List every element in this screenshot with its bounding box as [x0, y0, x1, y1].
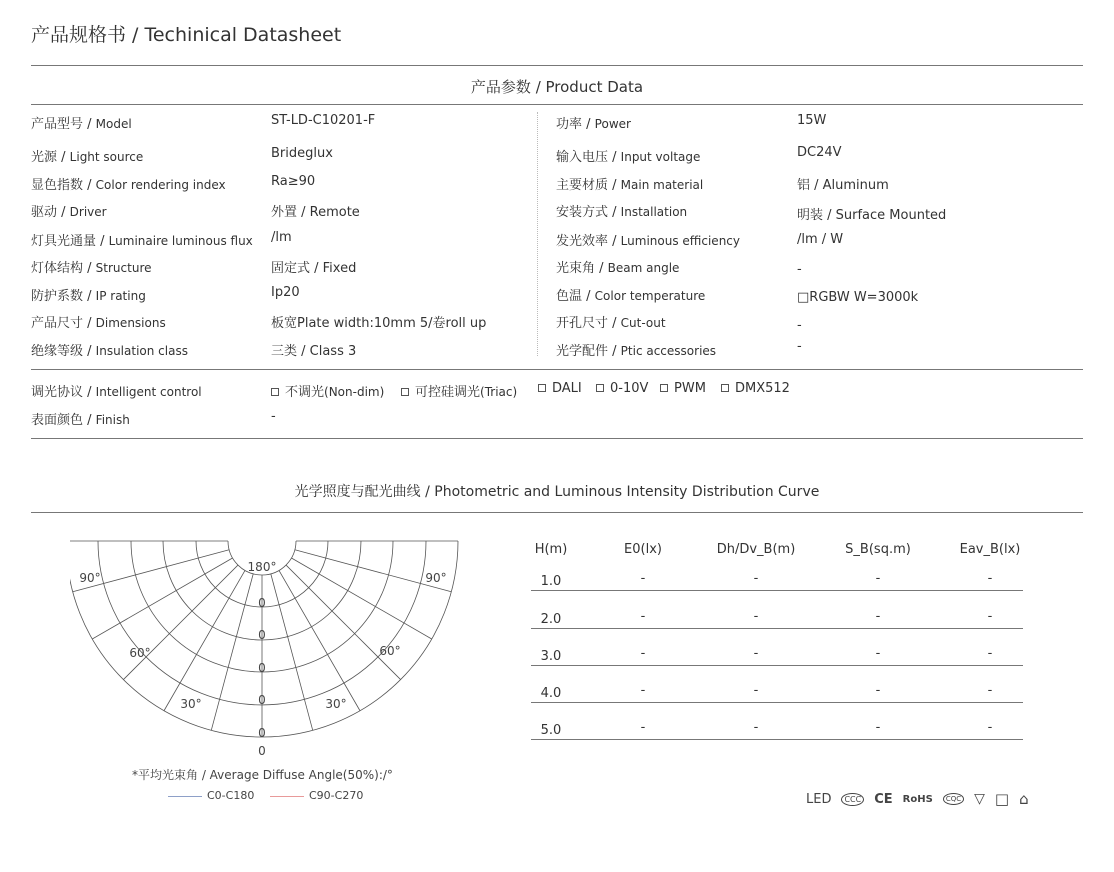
param-label: 防护系数 / IP rating — [31, 289, 146, 304]
table-cell: 4.0 — [540, 686, 562, 701]
divider — [31, 512, 1083, 513]
divider — [31, 104, 1083, 105]
checkbox-icon[interactable] — [271, 388, 279, 396]
param-label: 安装方式 / Installation — [556, 205, 688, 220]
table-cell: 5.0 — [540, 723, 562, 738]
control-label-en: Intelligent control — [95, 385, 202, 399]
cqc-icon: CQC — [943, 793, 964, 805]
table-cell: - — [875, 720, 881, 735]
section-title-product-data: 产品参数 / Product Data — [470, 78, 644, 96]
param-label-cn: 产品型号 — [31, 117, 84, 132]
param-label-cn: 灯体结构 — [31, 261, 84, 276]
table-row-divider — [531, 739, 1023, 740]
param-label: 色温 / Color temperature — [556, 289, 706, 304]
param-value: 固定式 / Fixed — [271, 261, 357, 276]
polar-spoke — [279, 570, 360, 710]
table-cell: - — [875, 609, 881, 624]
control-option-en: 0-10V — [610, 381, 649, 396]
finish-label-cn: 表面颜色 — [31, 413, 84, 428]
param-label-en: Installation — [620, 205, 688, 219]
table-cell: - — [753, 720, 759, 735]
control-label-cn: 调光协议 — [31, 385, 84, 400]
finish-label: 表面颜色 / Finish — [31, 413, 130, 428]
table-cell: - — [753, 683, 759, 698]
param-label: 产品型号 / Model — [31, 117, 132, 132]
legend-item — [270, 789, 363, 802]
legend-item — [168, 789, 254, 802]
table-header: E0(lx) — [624, 542, 662, 557]
polar-angle-label: 90° — [425, 571, 447, 585]
param-value: 铝 / Aluminum — [797, 178, 889, 193]
beam-angle-note: *平均光束角 / Average Diffuse Angle(50%):/° — [132, 768, 393, 782]
param-label: 光学配件 / Ptic accessories — [556, 344, 717, 359]
param-label-cn: 光源 — [31, 150, 58, 165]
table-header: H(m) — [534, 542, 568, 557]
polar-spoke — [123, 565, 238, 680]
page-title: 产品规格书 / Techinical Datasheet — [31, 24, 342, 46]
param-value: 明装 / Surface Mounted — [797, 208, 947, 223]
table-row-divider — [531, 628, 1023, 629]
polar-scale-label: 0 — [258, 628, 266, 642]
divider — [31, 65, 1083, 66]
control-option[interactable] — [660, 381, 706, 396]
control-option[interactable] — [721, 381, 790, 396]
checkbox-icon[interactable] — [721, 384, 729, 392]
polar-spoke — [286, 565, 401, 680]
param-label: 光源 / Light source — [31, 150, 144, 165]
param-value: Brideglux — [271, 146, 333, 161]
param-value: Ip20 — [271, 285, 300, 300]
led-mark: LED — [806, 791, 832, 807]
param-label-cn: 开孔尺寸 — [556, 316, 609, 331]
polar-top-label: 180° — [247, 560, 277, 574]
table-cell: - — [753, 646, 759, 661]
param-label-en: Input voltage — [620, 150, 701, 164]
divider — [31, 438, 1083, 439]
param-label-en: Dimensions — [95, 316, 166, 330]
indoor-icon: ⌂ — [1019, 790, 1029, 808]
param-label-cn: 输入电压 — [556, 150, 609, 165]
param-label-cn: 防护系数 — [31, 289, 84, 304]
triangle-icon: ▽ — [974, 791, 985, 807]
param-label-cn: 绝缘等级 — [31, 344, 84, 359]
control-label: 调光协议 / Intelligent control — [31, 385, 202, 400]
table-cell: 3.0 — [540, 649, 562, 664]
polar-scale-label: 0 — [258, 693, 266, 707]
param-label: 灯体结构 / Structure — [31, 261, 152, 276]
class2-icon: □ — [994, 790, 1010, 808]
table-cell: - — [875, 646, 881, 661]
table-header: S_B(sq.m) — [845, 542, 911, 557]
param-value: - — [797, 339, 802, 354]
table-cell: - — [875, 683, 881, 698]
table-cell: - — [640, 571, 646, 586]
param-label-cn: 色温 — [556, 289, 583, 304]
table-cell: 1.0 — [540, 574, 562, 589]
table-cell: - — [987, 609, 993, 624]
param-label: 显色指数 / Color rendering index — [31, 178, 226, 193]
table-cell: - — [987, 646, 993, 661]
param-label: 产品尺寸 / Dimensions — [31, 316, 166, 331]
param-value: ST-LD-C10201-F — [271, 113, 376, 128]
checkbox-icon[interactable] — [401, 388, 409, 396]
table-header: Eav_B(lx) — [959, 542, 1021, 557]
param-label-en: Color temperature — [594, 289, 706, 303]
param-label: 发光效率 / Luminous efficiency — [556, 234, 740, 249]
checkbox-icon[interactable] — [538, 384, 546, 392]
param-label-en: IP rating — [95, 289, 146, 303]
table-row-divider — [531, 590, 1023, 591]
table-cell: - — [640, 720, 646, 735]
param-label-cn: 功率 — [556, 117, 583, 132]
control-option-en: (Triac) — [480, 385, 518, 399]
table-cell: - — [640, 683, 646, 698]
polar-angle-label: 30° — [180, 697, 202, 711]
control-option-cn: 可控硅调光 — [415, 385, 481, 400]
param-value: 板宽Plate width:10mm 5/卷roll up — [271, 316, 487, 331]
param-label-cn: 主要材质 — [556, 178, 609, 193]
table-cell: - — [875, 571, 881, 586]
param-label-en: Luminous efficiency — [620, 234, 740, 248]
param-value: /lm — [271, 230, 292, 245]
control-option[interactable] — [538, 381, 582, 396]
table-row-divider — [531, 702, 1023, 703]
polar-scale-label: 0 — [258, 744, 266, 758]
param-label-en: Model — [95, 117, 132, 131]
table-cell: - — [987, 720, 993, 735]
control-option-en: DMX512 — [735, 381, 790, 396]
polar-spoke — [164, 570, 245, 710]
param-label-en: Color rendering index — [95, 178, 226, 192]
param-label-en: Ptic accessories — [620, 344, 717, 358]
param-value: 15W — [797, 113, 827, 128]
param-label: 开孔尺寸 / Cut-out — [556, 316, 666, 331]
control-option[interactable] — [596, 381, 648, 396]
column-divider — [537, 112, 538, 356]
param-label-en: Light source — [69, 150, 144, 164]
table-cell: - — [640, 609, 646, 624]
control-option[interactable] — [401, 381, 517, 400]
table-row-divider — [531, 665, 1023, 666]
polar-angle-label: 60° — [129, 646, 151, 660]
polar-spoke — [211, 574, 253, 730]
param-value: - — [797, 318, 802, 333]
param-label: 驱动 / Driver — [31, 205, 107, 220]
param-value: /lm / W — [797, 232, 844, 247]
checkbox-icon[interactable] — [596, 384, 604, 392]
table-cell: - — [753, 571, 759, 586]
param-label-en: Structure — [95, 261, 152, 275]
param-label-cn: 显色指数 — [31, 178, 84, 193]
table-cell: - — [640, 646, 646, 661]
control-option-en: DALI — [552, 381, 582, 396]
polar-spoke — [92, 558, 232, 639]
param-label-en: Beam angle — [607, 261, 680, 275]
legend-label: C0-C180 — [207, 789, 255, 802]
polar-scale-label: 0 — [258, 596, 266, 610]
param-label-cn: 产品尺寸 — [31, 316, 84, 331]
param-label-cn: 驱动 — [31, 205, 58, 220]
finish-label-en: Finish — [95, 413, 130, 427]
param-label: 输入电压 / Input voltage — [556, 150, 701, 165]
param-label: 功率 / Power — [556, 117, 631, 132]
checkbox-icon[interactable] — [660, 384, 668, 392]
certification-marks — [806, 790, 1029, 808]
polar-angle-label: 90° — [79, 571, 101, 585]
param-label-en: Insulation class — [95, 344, 188, 358]
table-cell: - — [987, 683, 993, 698]
param-label: 绝缘等级 / Insulation class — [31, 344, 188, 359]
divider — [31, 369, 1083, 370]
param-label-en: Driver — [69, 205, 107, 219]
control-option-en: (Non-dim) — [324, 385, 385, 399]
param-value: 三类 / Class 3 — [271, 344, 357, 359]
param-label-cn: 安装方式 — [556, 205, 609, 220]
param-label-en: Cut-out — [620, 316, 666, 330]
param-label-en: Luminaire luminous flux — [108, 234, 253, 248]
table-header: Dh/Dv_B(m) — [716, 542, 796, 557]
polar-spoke — [271, 574, 313, 730]
polar-scale-label: 0 — [258, 661, 266, 675]
polar-diagram — [70, 538, 470, 760]
legend-line-c90 — [270, 796, 304, 797]
ccc-icon: CCC — [841, 793, 864, 806]
param-label-cn: 灯具光通量 — [31, 234, 97, 249]
param-label: 光束角 / Beam angle — [556, 261, 680, 276]
table-cell: 2.0 — [540, 612, 562, 627]
polar-spoke — [291, 558, 431, 639]
section-title-photometric: 光学照度与配光曲线 / Photometric and Luminous Intensity Distribution Curve — [294, 484, 820, 500]
legend-label: C90-C270 — [309, 789, 364, 802]
param-value: □RGBW W=3000k — [797, 290, 919, 305]
finish-value: - — [271, 409, 276, 424]
control-option-en: PWM — [674, 381, 706, 396]
table-cell: - — [753, 609, 759, 624]
control-option[interactable] — [271, 381, 384, 400]
param-label: 主要材质 / Main material — [556, 178, 704, 193]
param-label-cn: 光束角 — [556, 261, 596, 276]
rohs-icon: RoHS — [902, 793, 933, 805]
legend-line-c0 — [168, 796, 202, 797]
param-label-en: Main material — [620, 178, 704, 192]
polar-angle-label: 60° — [379, 644, 401, 658]
param-label: 灯具光通量 / Luminaire luminous flux — [31, 234, 253, 249]
polar-scale-label: 0 — [258, 726, 266, 740]
param-label-cn: 发光效率 — [556, 234, 609, 249]
control-option-cn: 不调光 — [285, 385, 325, 400]
param-label-cn: 光学配件 — [556, 344, 609, 359]
table-cell: - — [987, 571, 993, 586]
param-value: Ra≥90 — [271, 174, 316, 189]
param-value: 外置 / Remote — [271, 205, 360, 220]
param-value: DC24V — [797, 145, 842, 160]
polar-angle-label: 30° — [325, 697, 347, 711]
param-label-en: Power — [594, 117, 631, 131]
ce-icon: CE — [874, 791, 893, 807]
param-value: - — [797, 262, 802, 277]
